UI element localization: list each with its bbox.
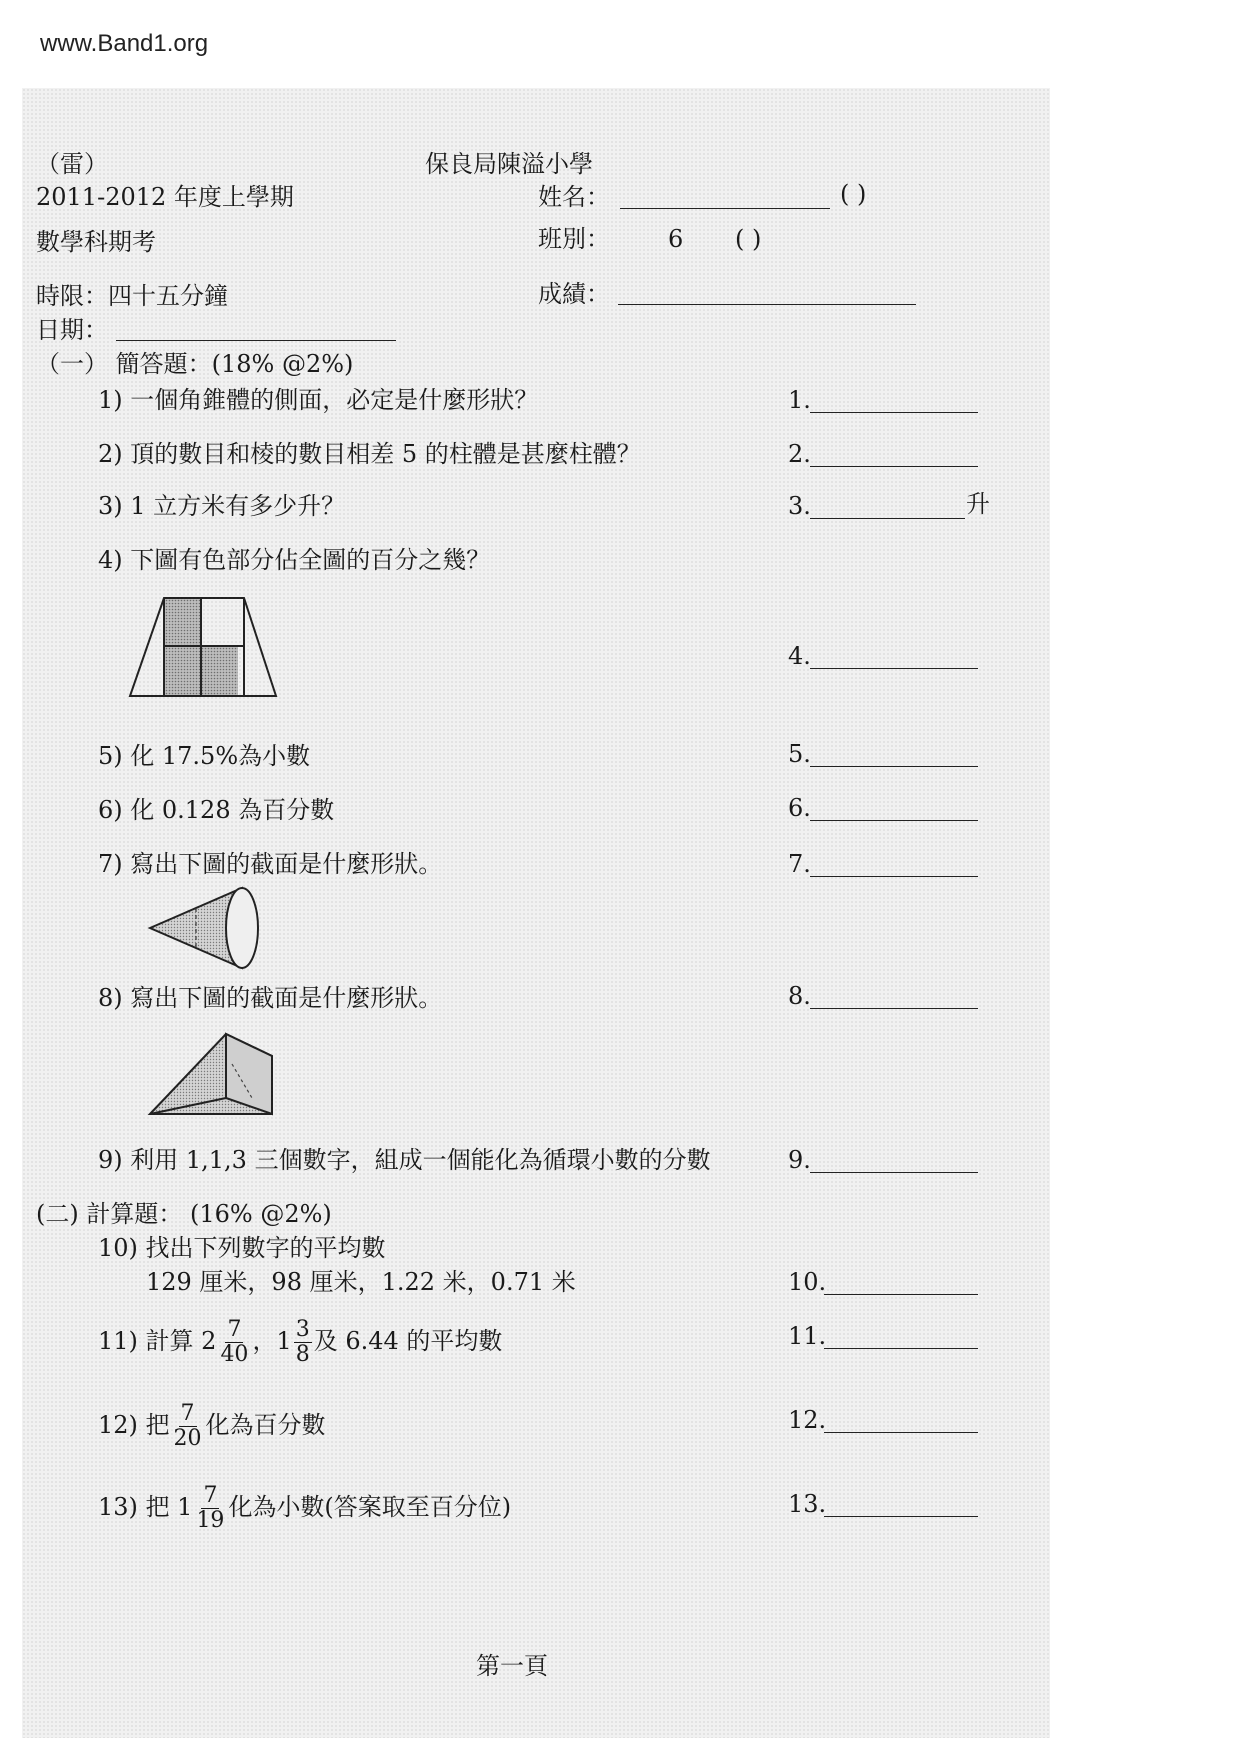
question-6: 6) 化 0.128 為百分數 bbox=[98, 796, 335, 824]
answer-label-12: 12. bbox=[788, 1406, 827, 1434]
question-3: 3) 1 立方米有多少升？ bbox=[98, 492, 346, 520]
answer-line-6[interactable] bbox=[810, 820, 978, 821]
time-limit: 時限：四十五分鐘 bbox=[36, 282, 228, 310]
header-marker: （雷） bbox=[36, 150, 108, 178]
answer-label-7: 7. bbox=[788, 850, 811, 878]
q13-suffix: 化為小數(答案取至百分位) bbox=[228, 1493, 512, 1521]
question-5: 5) 化 17.5%為小數 bbox=[98, 742, 311, 770]
answer-label-1: 1. bbox=[788, 386, 811, 414]
q13-numerator: 7 bbox=[203, 1483, 218, 1508]
q12-prefix: 12) 把 bbox=[98, 1411, 170, 1439]
page-number: 第一頁 bbox=[476, 1652, 548, 1680]
q11-f2-denominator: 8 bbox=[295, 1342, 310, 1367]
q11-f1-denominator: 40 bbox=[220, 1342, 249, 1367]
exam-title: 數學科期考 bbox=[36, 228, 156, 256]
answer-line-5[interactable] bbox=[810, 766, 978, 767]
question-11 bbox=[98, 1314, 502, 1368]
answer-line-9[interactable] bbox=[810, 1172, 978, 1173]
question-9: 9) 利用 1,1,3 三個數字，組成一個能化為循環小數的分數 bbox=[98, 1146, 711, 1174]
answer-label-10: 10. bbox=[788, 1268, 827, 1296]
q11-f2-numerator: 3 bbox=[295, 1317, 310, 1342]
class-paren: ( ) bbox=[735, 225, 762, 253]
answer-line-11[interactable] bbox=[824, 1348, 978, 1349]
q11-suffix: 及 6.44 的平均數 bbox=[313, 1327, 503, 1355]
q11-prefix: 11) 計算 2 bbox=[98, 1327, 217, 1355]
answer-label-3: 3. bbox=[788, 492, 811, 520]
q11-fraction-2 bbox=[294, 1318, 312, 1367]
answer-line-13[interactable] bbox=[824, 1516, 978, 1517]
q11-fraction-1 bbox=[218, 1318, 250, 1367]
q11-f1-numerator: 7 bbox=[227, 1317, 242, 1342]
answer-line-8[interactable] bbox=[810, 1008, 978, 1009]
answer-label-13: 13. bbox=[788, 1490, 827, 1518]
answer-line-4[interactable] bbox=[810, 668, 978, 669]
school-name: 保良局陳溢小學 bbox=[425, 150, 593, 178]
name-line[interactable] bbox=[620, 208, 830, 209]
answer-label-6: 6. bbox=[788, 794, 811, 822]
section2-title: (二) 計算題： (16% @2%) bbox=[36, 1200, 332, 1228]
question-8: 8) 寫出下圖的截面是什麼形狀。 bbox=[98, 984, 443, 1012]
q11-mid: ，1 bbox=[252, 1327, 292, 1355]
answer-label-11: 11. bbox=[788, 1322, 827, 1350]
question-12 bbox=[98, 1398, 326, 1452]
score-label: 成績： bbox=[538, 280, 610, 308]
q12-suffix: 化為百分數 bbox=[205, 1411, 326, 1439]
triangular-prism-figure bbox=[146, 1028, 276, 1120]
answer-line-7[interactable] bbox=[810, 876, 978, 877]
year-term: 2011-2012 年度上學期 bbox=[36, 183, 294, 211]
question-4: 4) 下圖有色部分佔全圖的百分之幾？ bbox=[98, 546, 491, 574]
class-label: 班別： bbox=[538, 225, 610, 253]
q13-fraction bbox=[194, 1484, 226, 1533]
question-10-data: 129 厘米，98 厘米，1.22 米，0.71 米 bbox=[146, 1268, 576, 1296]
answer-line-10[interactable] bbox=[824, 1294, 978, 1295]
name-paren: ( ) bbox=[840, 180, 867, 208]
answer-line-3[interactable] bbox=[810, 518, 965, 519]
trapezoid-figure bbox=[126, 596, 282, 700]
website-watermark: www.Band1.org bbox=[40, 30, 209, 57]
answer-label-9: 9. bbox=[788, 1146, 811, 1174]
question-13 bbox=[98, 1480, 511, 1534]
score-line[interactable] bbox=[618, 304, 916, 305]
q12-fraction bbox=[172, 1402, 204, 1451]
date-line[interactable] bbox=[116, 340, 396, 341]
section1-title: （一） 簡答題：(18% @2%) bbox=[36, 350, 354, 378]
q12-numerator: 7 bbox=[180, 1401, 195, 1426]
answer-line-2[interactable] bbox=[810, 466, 978, 467]
question-1: 1) 一個角錐體的側面，必定是什麼形狀？ bbox=[98, 386, 539, 414]
q13-prefix: 13) 把 1 bbox=[98, 1493, 193, 1521]
answer-unit-3: 升 bbox=[966, 490, 990, 518]
q12-denominator: 20 bbox=[173, 1426, 202, 1451]
q13-denominator: 19 bbox=[196, 1508, 225, 1533]
answer-label-4: 4. bbox=[788, 642, 811, 670]
answer-label-8: 8. bbox=[788, 982, 811, 1010]
question-10: 10) 找出下列數字的平均數 bbox=[98, 1234, 386, 1262]
answer-label-5: 5. bbox=[788, 740, 811, 768]
question-2: 2) 頂的數目和棱的數目相差 5 的柱體是甚麼柱體？ bbox=[98, 440, 641, 468]
answer-label-2: 2. bbox=[788, 440, 811, 468]
question-7: 7) 寫出下圖的截面是什麼形狀。 bbox=[98, 850, 443, 878]
date-label: 日期： bbox=[36, 316, 108, 344]
answer-line-12[interactable] bbox=[824, 1432, 978, 1433]
name-label: 姓名： bbox=[538, 183, 610, 211]
class-value: 6 bbox=[668, 225, 684, 253]
cone-figure bbox=[146, 884, 266, 970]
answer-line-1[interactable] bbox=[810, 412, 978, 413]
